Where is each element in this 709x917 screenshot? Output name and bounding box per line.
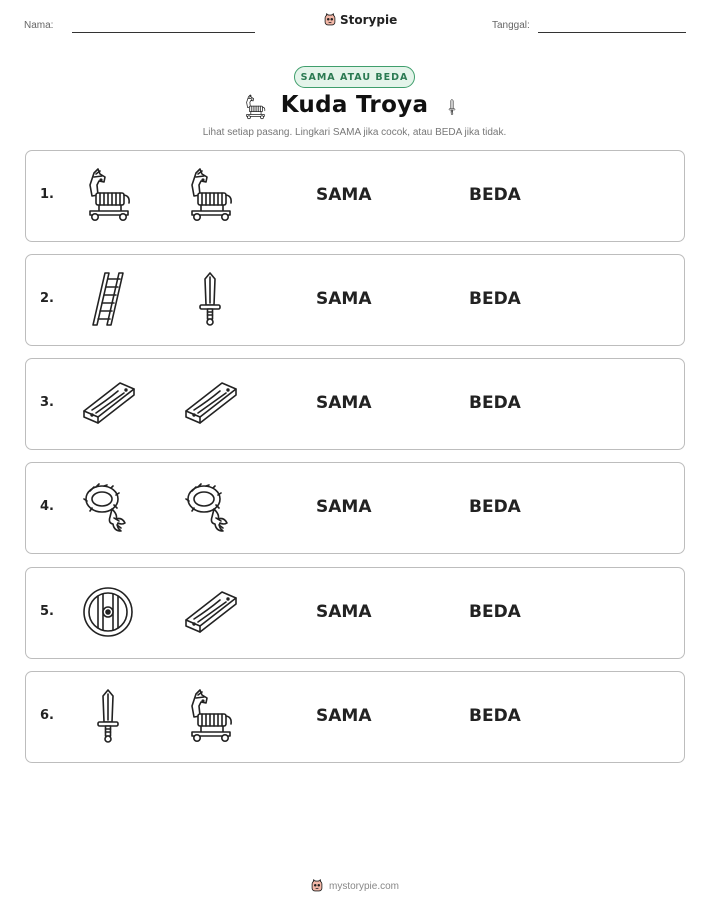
sword-icon	[443, 92, 461, 122]
page-title: Kuda Troya	[280, 92, 429, 118]
rope-icon	[180, 477, 240, 537]
option-beda[interactable]: BEDA	[469, 289, 521, 309]
ladder-icon	[78, 269, 138, 329]
question-row	[25, 150, 685, 242]
question-row	[25, 358, 685, 450]
option-sama[interactable]: SAMA	[316, 289, 372, 309]
option-sama[interactable]: SAMA	[316, 393, 372, 413]
date-label: Tanggal:	[492, 20, 530, 31]
wood-plank-icon	[180, 373, 240, 433]
brand-name: Storypie	[340, 13, 398, 27]
question-number: 6.	[40, 708, 54, 723]
question-row	[25, 254, 685, 346]
footer-url: mystorypie.com	[328, 880, 399, 892]
instructions: Lihat setiap pasang. Lingkari SAMA jika cocok, atau BEDA jika tidak.	[202, 127, 507, 138]
trojan-horse-icon	[78, 165, 138, 225]
question-number: 3.	[40, 395, 54, 410]
footer	[0, 879, 709, 893]
trojan-horse-icon	[180, 686, 240, 746]
option-sama[interactable]: SAMA	[316, 706, 372, 726]
option-beda[interactable]: BEDA	[469, 602, 521, 622]
question-number: 5.	[40, 604, 54, 619]
question-row	[25, 462, 685, 554]
date-line[interactable]	[538, 32, 686, 33]
name-line[interactable]	[72, 32, 255, 33]
option-sama[interactable]: SAMA	[316, 602, 372, 622]
option-beda[interactable]: BEDA	[469, 497, 521, 517]
option-sama[interactable]: SAMA	[316, 497, 372, 517]
brand-logo	[323, 13, 397, 27]
mascot-icon	[323, 13, 337, 27]
question-number: 1.	[40, 187, 54, 202]
wood-plank-icon	[180, 582, 240, 642]
option-sama[interactable]: SAMA	[316, 185, 372, 205]
worksheet-badge: SAMA ATAU BEDA	[294, 66, 415, 88]
option-beda[interactable]: BEDA	[469, 185, 521, 205]
trojan-horse-icon	[180, 165, 240, 225]
option-beda[interactable]: BEDA	[469, 393, 521, 413]
question-number: 2.	[40, 291, 54, 306]
sword-icon	[180, 269, 240, 329]
sword-icon	[78, 686, 138, 746]
option-beda[interactable]: BEDA	[469, 706, 521, 726]
mascot-icon	[310, 879, 324, 893]
wood-plank-icon	[78, 373, 138, 433]
question-row	[25, 671, 685, 763]
question-number: 4.	[40, 499, 54, 514]
rope-icon	[78, 477, 138, 537]
question-row	[25, 567, 685, 659]
name-label: Nama:	[24, 20, 54, 31]
shield-icon	[78, 582, 138, 642]
